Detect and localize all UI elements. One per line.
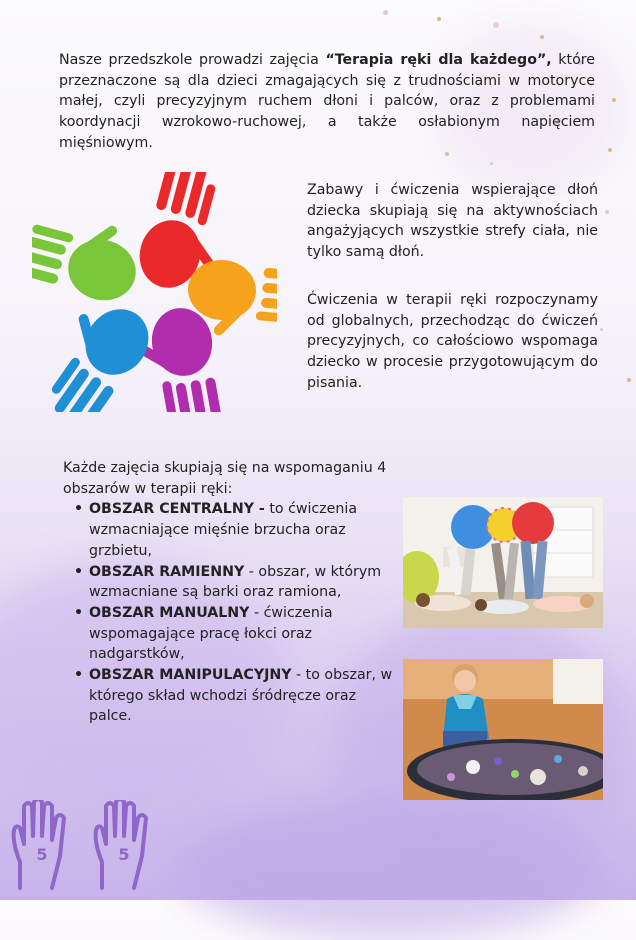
children-exercise-balls-photo xyxy=(403,497,603,628)
paragraph-exercises: Zabawy i ćwiczenia wspierające dłoń dziecka skupiają się na aktywnościach angażyjących wszystkie strefy ciała, nie tylko samą dłoń. xyxy=(307,182,598,261)
list-item: • OBSZAR CENTRALNY - to ćwiczenia wzmacniające mięśnie brzucha oraz grzbietu, xyxy=(89,499,393,561)
list-item: • OBSZAR MANUALNY - ćwiczenia wspomagające pracę łokci oraz nadgarstków, xyxy=(89,603,393,665)
decorative-hands-five xyxy=(8,800,173,890)
colorful-hands-illustration xyxy=(32,172,277,412)
program-name: “Terapia ręki dla każdego”, xyxy=(325,52,552,68)
areas-intro: Każde zajęcia skupiają się na wspomaganiu 4 obszarów w terapii ręki: xyxy=(63,460,387,497)
list-item: • OBSZAR MANIPULACYJNY - to obszar, w którego skład wchodzi śródręcze oraz palce. xyxy=(89,665,393,727)
areas-list xyxy=(63,499,393,727)
therapy-areas-section xyxy=(63,458,393,727)
background-wash xyxy=(180,800,600,940)
hand-number: 5 xyxy=(36,845,48,864)
intro-paragraph: Nasze przedszkole prowadzi zajęcia “Terapia ręki dla każdego”, które przeznaczone są dla dzieci zmagających się z trudnościami w motoryce małej, czyli precyzyjnym ruchem dłoni i palców, oraz z problemami koordynacji wzrokowo-ruchowej, a także osłabionym napięciem mięśniowym. xyxy=(59,52,596,151)
blue-hand xyxy=(32,287,161,412)
green-hand xyxy=(32,199,147,308)
list-item: • OBSZAR RAMIENNY - obszar, w którym wzmacniane są barki oraz ramiona, xyxy=(89,562,393,603)
purple-hand xyxy=(129,303,228,412)
hand-number: 5 xyxy=(118,845,130,864)
child-sensory-play-photo xyxy=(403,659,603,800)
paragraph-therapy-progression: Ćwiczenia w terapii ręki rozpoczynamy od globalnych, przechodząc do ćwiczeń precyzyjnych, co całościowo wspomaga dziecko w procesie przygotowującym do pisania. xyxy=(307,292,598,391)
